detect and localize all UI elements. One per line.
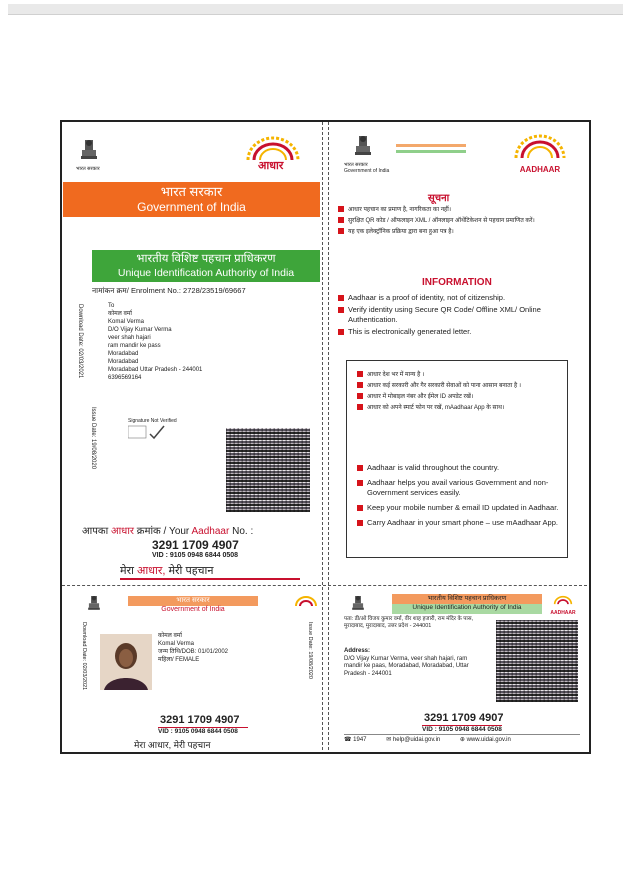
aadhaar-logo: आधार xyxy=(240,136,306,170)
aadhaar-no-label: आपका आधार क्रमांक / Your Aadhaar No. : xyxy=(82,526,254,537)
emblem-icon-right xyxy=(352,134,374,165)
list-item: आधार को अपने स्मार्ट फोन पर रखें, mAadhaar App के साथ। xyxy=(357,404,557,412)
photo xyxy=(100,634,152,690)
address-line: कोमल वर्मा xyxy=(108,311,132,317)
back-aadhaar-number: 3291 1709 4907 xyxy=(424,712,504,724)
aadhaar-logo-right: AADHAAR xyxy=(508,134,572,174)
address-block xyxy=(108,302,278,382)
front-aadhaar-number: 3291 1709 4907 xyxy=(160,714,240,726)
back-footer xyxy=(344,734,580,745)
list-item: आधार पहचान का प्रमाण है, नागरिकता का नहीं। xyxy=(338,206,576,214)
signature-stamp: Signature Not Verified xyxy=(128,418,178,444)
front-issue-date: Issue Date: 19/08/2020 xyxy=(307,622,313,679)
list-item: Aadhaar helps you avail various Government and non-Government services easily. xyxy=(357,478,561,498)
aadhaar-logo-back: AADHAAR xyxy=(546,592,580,610)
address-line: Komal Verma xyxy=(108,319,145,325)
aadhaar-sun-icon xyxy=(508,134,572,160)
address-line: ram mandir ke pass xyxy=(108,343,161,349)
name-hi: कोमल वर्मा xyxy=(158,633,182,639)
information-heading: INFORMATION xyxy=(422,277,492,288)
phone-icon: ☎ xyxy=(344,737,352,743)
vertical-cut-line xyxy=(322,122,323,750)
vertical-cut-line-2 xyxy=(328,122,329,750)
footer-email: help@uidai.gov.in xyxy=(392,737,441,743)
front-vid: VID : 9105 0948 6844 0508 xyxy=(158,727,248,735)
tricolor-stripe xyxy=(396,144,466,147)
list-item: Keep your mobile number & email ID updated in Aadhaar. xyxy=(357,503,561,513)
list-item: Aadhaar is valid throughout the country. xyxy=(357,463,561,473)
aadhaar-letter-sheet xyxy=(60,120,591,754)
hindi-points xyxy=(338,206,576,236)
list-item: आधार देश भर में मान्य है । xyxy=(357,371,557,379)
suchna-heading: सूचना xyxy=(428,193,450,204)
address-line: Moradabad xyxy=(108,351,139,357)
horizontal-cut-line xyxy=(62,585,587,586)
address-line: To xyxy=(108,303,115,309)
list-item: Aadhaar is a proof of identity, not of citizenship. xyxy=(338,293,578,303)
footer-phone: 1947 xyxy=(353,737,367,743)
govt-en: Government of India xyxy=(137,200,246,214)
address-line: veer shah hajari xyxy=(108,335,151,341)
uidai-en: Unique Identification Authority of India xyxy=(117,267,295,279)
govt-caption-right: भारत सरकार Government of India xyxy=(344,162,390,174)
govt-band xyxy=(63,182,320,217)
info-box-hindi xyxy=(357,371,557,412)
uidai-hi: भारतीय विशिष्ट पहचान प्राधिकरण xyxy=(136,253,276,265)
list-item: Carry Aadhaar in your smart phone – use mAadhaar App. xyxy=(357,518,561,528)
back-uidai-band: भारतीय विशिष्ट पहचान प्राधिकरण Unique Identification Authority of India xyxy=(392,594,542,614)
front-details xyxy=(158,632,278,664)
address-line: 6396569164 xyxy=(108,375,142,381)
vid-number: VID : 9105 0948 6844 0508 xyxy=(152,552,239,559)
gender: महिला/ FEMALE xyxy=(158,657,200,663)
aadhaar-sun-icon xyxy=(550,595,576,605)
dob: जन्म तिथि/DOB: 01/01/2002 xyxy=(158,649,229,655)
back-address-hi: पता: डी/ओ विजय कुमार वर्मा, वीर शाह हजारी, राम मंदिर के पास, मुरादाबाद, मुरादाबाद, उत्तर प्रदेश - 244001 xyxy=(344,616,474,629)
emblem-caption: भारत सरकार xyxy=(76,166,100,172)
tricolor-stripe-green xyxy=(396,150,466,153)
enrolment-no: नामांकन क्रम/ Enrolment No.: 2728/23519/69667 xyxy=(92,286,246,295)
uidai-band xyxy=(92,250,320,282)
address-line: Moradabad xyxy=(108,359,139,365)
web-icon: ⊕ xyxy=(459,737,465,743)
front-govt-band: भारत सरकार Government of India xyxy=(128,596,258,616)
scanner-edge xyxy=(8,4,623,15)
info-box xyxy=(346,360,568,558)
download-date-vertical: Download Date: 02/03/2021 xyxy=(77,304,83,379)
email-icon: ✉ xyxy=(386,737,392,743)
list-item: आधार कई सरकारी और गैर सरकारी सेवाओं को पाना आसान बनाता है । xyxy=(357,382,557,390)
name-en: Komal Verma xyxy=(158,641,195,647)
emblem-icon xyxy=(78,138,100,169)
emblem-icon-front xyxy=(86,594,102,619)
back-address: Address: D/O Vijay Kumar Verma, veer shah hajari, ram mandir ke paas, Moradabad, Moradabad, Uttar Pradesh - 244001 xyxy=(344,648,469,677)
slogan: मेरा आधार, मेरी पहचान xyxy=(120,563,300,580)
person-icon xyxy=(100,634,152,690)
list-item: आधार में मोबाइल नंबर और ईमेल ID अपडेट रखें। xyxy=(357,393,557,401)
list-item: सुरक्षित QR कोड / ऑफलाइन XML / ऑनलाइन ऑथेंटिकेशन से पहचान प्रमाणित करें। xyxy=(338,217,576,225)
aadhaar-sun-icon xyxy=(294,595,318,607)
list-item: Verify identity using Secure QR Code/ Offline XML/ Online Authentication. xyxy=(338,305,578,325)
aadhaar-number: 3291 1709 4907 xyxy=(152,538,239,552)
front-slogan: मेरा आधार, मेरी पहचान xyxy=(134,740,211,750)
aadhaar-logo-front xyxy=(294,594,318,610)
footer-web: www.uidai.gov.in xyxy=(466,737,511,743)
list-item: यह एक इलेक्ट्रॉनिक प्रक्रिया द्वारा बना हुआ पत्र है। xyxy=(338,228,576,236)
govt-hi: भारत सरकार xyxy=(160,184,223,199)
back-qr-code xyxy=(496,620,578,702)
back-vid: VID : 9105 0948 6844 0508 xyxy=(422,726,502,733)
address-line: D/O Vijay Kumar Verma xyxy=(108,327,172,333)
list-item: This is electronically generated letter. xyxy=(338,327,578,337)
issue-date-vertical: Issue Date: 19/08/2020 xyxy=(90,407,96,470)
info-box-english xyxy=(357,463,561,528)
english-points xyxy=(338,293,578,337)
front-download-date: Download Date: 02/03/2021 xyxy=(81,622,87,691)
address-line: Moradabad Uttar Pradesh - 244001 xyxy=(108,367,203,373)
qr-code xyxy=(226,428,310,512)
check-icon xyxy=(128,424,168,440)
